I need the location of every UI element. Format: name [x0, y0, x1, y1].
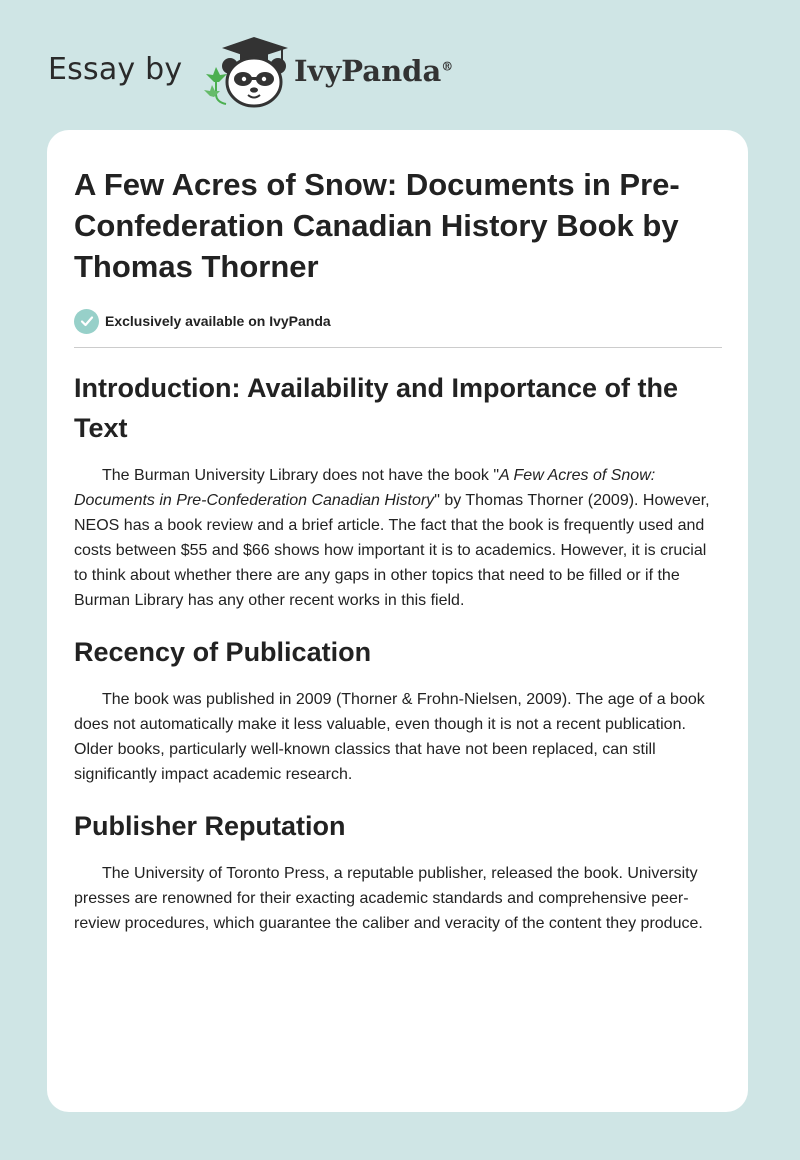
article-card: [47, 130, 748, 1112]
ivypanda-wordmark[interactable]: IvyPanda®: [294, 54, 454, 88]
title-divider: [74, 347, 722, 348]
section-heading: Publisher Reputation: [74, 811, 346, 841]
site-header: [48, 34, 488, 114]
section-introduction: [74, 368, 724, 613]
section-heading: Recency of Publication: [74, 637, 372, 667]
check-circle-icon: [74, 309, 99, 334]
ivypanda-panda-logo-icon: [200, 34, 298, 110]
exclusive-badge: [74, 307, 724, 335]
exclusive-badge-text: Exclusively available on IvyPanda: [105, 313, 331, 329]
section-paragraph: The University of Toronto Press, a reputable publisher, released the book. University presses are renowned for their exacting academic standards and comprehensive peer-review procedures, which guarantee the caliber and veracity of the content they produce.: [74, 865, 703, 932]
registered-mark: ®: [441, 59, 454, 74]
essay-by-label: Essay by: [48, 52, 183, 87]
section-heading: Introduction: Availability and Importance of the Text: [74, 373, 679, 443]
section-paragraph: The Burman University Library does not have the book "A Few Acres of Snow: Documents in Pre-Confederation Canadian History" by Thomas Thorner (2009). However, NEOS has a book review and a brief article. The fact that the book is frequently used and costs between $55 and $66 shows how important it is to academics. However, it is crucial to think about whether there are any gaps in other topics that need to be filled or if the Burman Library has any other recent works in this field.: [74, 467, 710, 609]
section-paragraph: The book was published in 2009 (Thorner & Frohn-Nielsen, 2009). The age of a book does not automatically make it less valuable, even though it is not a recent publication. Older books, particularly well-known classics that have not been replaced, can still significantly impact academic research.: [74, 691, 705, 783]
article-content: [74, 164, 724, 936]
section-recency: [74, 632, 724, 787]
section-publisher: [74, 806, 724, 936]
book-title-italic: A Few Acres of Snow: Documents in Pre-Confederation Canadian History: [74, 467, 656, 509]
article-title: A Few Acres of Snow: Documents in Pre-Confederation Canadian History Book by Thomas Thorner: [74, 167, 680, 284]
